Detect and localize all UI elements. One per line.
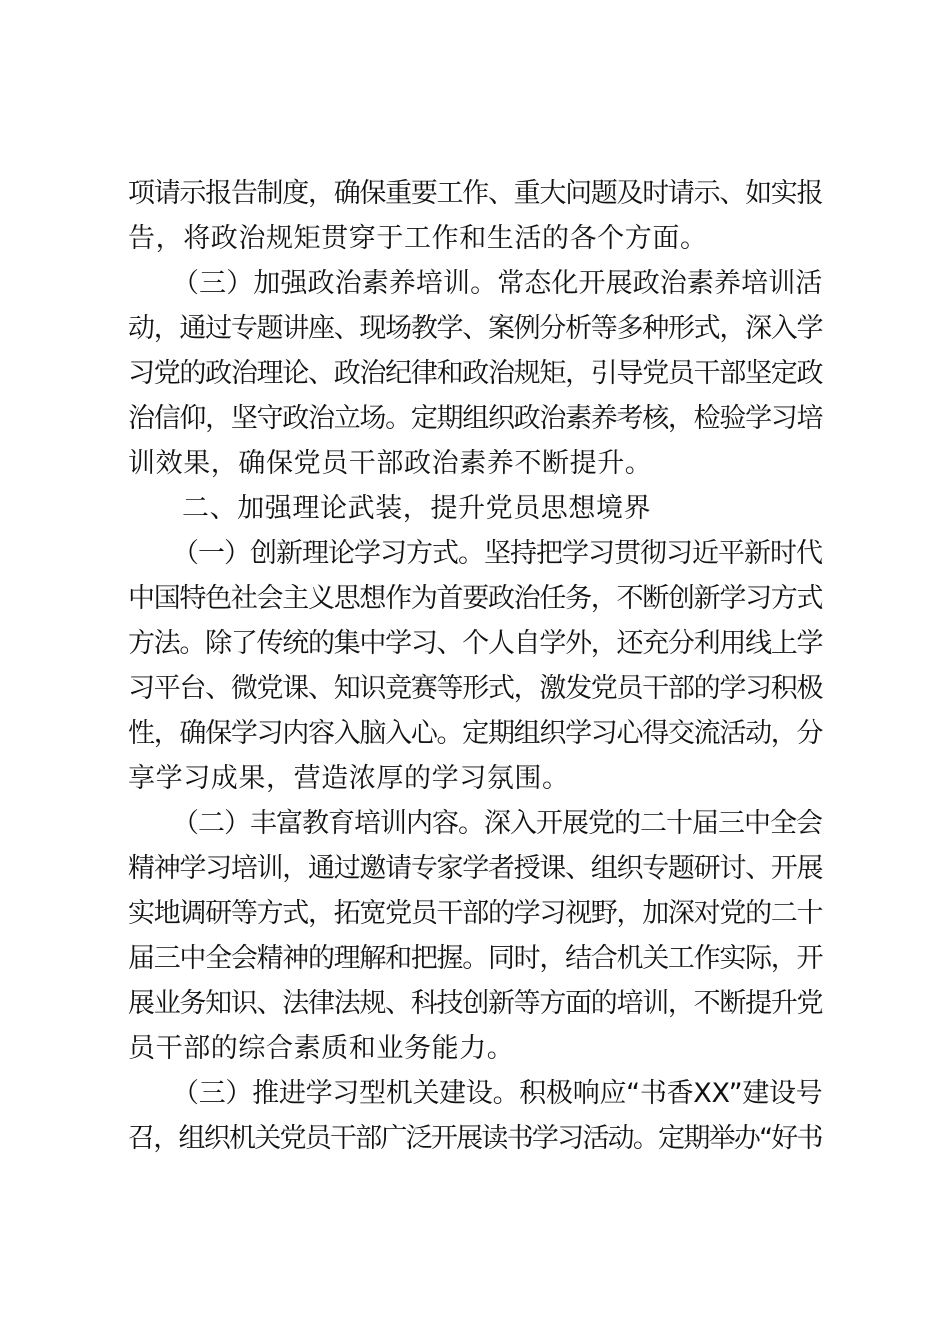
- body-text-line: 届三中全会精神的理解和把握。同时，结合机关工作实际，开: [128, 943, 823, 974]
- body-text-line: 实地调研等方式，拓宽党员干部的学习视野，加深对党的二十: [128, 898, 823, 929]
- body-text-line: 性，确保学习内容入脑入心。定期组织学习心得交流活动，分: [128, 718, 823, 749]
- paragraph-heading-line: （二）丰富教育培训内容。深入开展党的二十届三中全会: [172, 808, 822, 839]
- body-text-line: 习平台、微党课、知识竞赛等形式，激发党员干部的学习积极: [128, 673, 823, 704]
- body-text-line: 训效果，确保党员干部政治素养不断提升。: [128, 448, 653, 479]
- body-text-line: 展业务知识、法律法规、科技创新等方面的培训，不断提升党: [128, 988, 823, 1019]
- body-text-line: 召，组织机关党员干部广泛开展读书学习活动。定期举办“好书: [128, 1123, 822, 1154]
- body-text-line: 习党的政治理论、政治纪律和政治规矩，引导党员干部坚定政: [128, 358, 823, 389]
- body-text-line: 动，通过专题讲座、现场教学、案例分析等多种形式，深入学: [128, 313, 823, 344]
- body-text-line: 项请示报告制度，确保重要工作、重大问题及时请示、如实报: [128, 178, 823, 209]
- paragraph-heading-line: （一）创新理论学习方式。坚持把学习贯彻习近平新时代: [172, 538, 822, 569]
- body-text-line: 方法。除了传统的集中学习、个人自学外，还充分利用线上学: [128, 628, 823, 659]
- body-text-line: 享学习成果，营造浓厚的学习氛围。: [128, 763, 570, 794]
- paragraph-heading-line: （三）推进学习型机关建设。积极响应“书香XX”建设号: [172, 1078, 823, 1109]
- body-text-line: 员干部的综合素质和业务能力。: [128, 1033, 515, 1064]
- body-text-line: 告，将政治规矩贯穿于工作和生活的各个方面。: [128, 223, 708, 254]
- section-heading: 二、加强理论武装，提升党员思想境界: [182, 493, 652, 524]
- body-text-line: 中国特色社会主义思想作为首要政治任务，不断创新学习方式: [128, 583, 823, 614]
- body-text-line: 精神学习培训，通过邀请专家学者授课、组织专题研讨、开展: [128, 853, 823, 884]
- paragraph-heading-line: （三）加强政治素养培训。常态化开展政治素养培训活: [172, 268, 823, 299]
- body-text-line: 治信仰，坚守政治立场。定期组织政治素养考核，检验学习培: [128, 403, 823, 434]
